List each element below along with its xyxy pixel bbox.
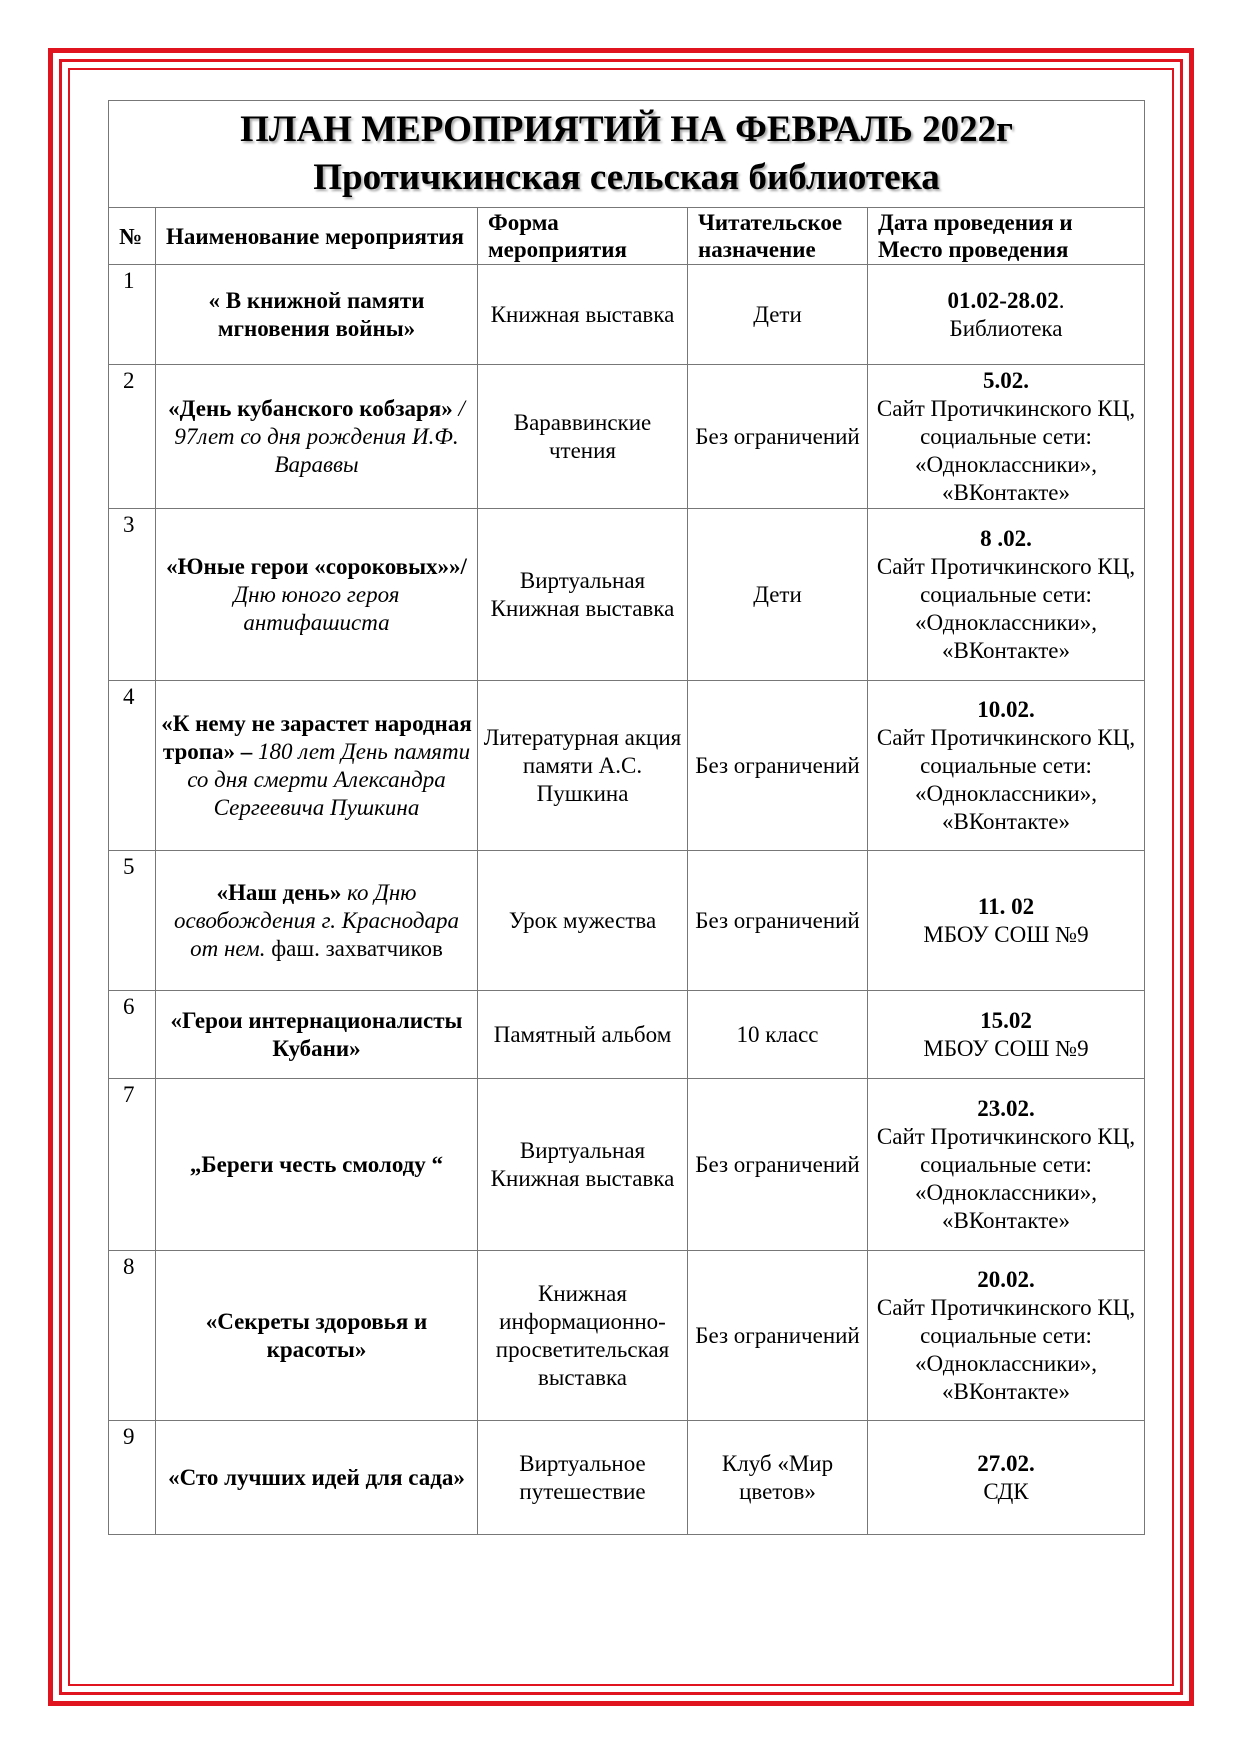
event-name-cell [156,991,478,1079]
event-audience: Клуб «Мир цветов» [688,1421,868,1535]
table-row [109,509,1145,681]
event-audience: Без ограничений [688,851,868,991]
page-title: ПЛАН МЕРОПРИЯТИЙ НА ФЕВРАЛЬ 2022г [240,109,1013,150]
event-date-place [868,1079,1145,1251]
events-plan-table [108,100,1145,1535]
event-date-place [868,509,1145,681]
event-audience: Дети [688,265,868,365]
event-name-note: ко Дню освобождения г. Краснодара от нем. [173,879,460,961]
table-row [109,681,1145,851]
table-row [109,265,1145,365]
header-form: Форма мероприятия [478,208,688,265]
event-date: 23.02. [977,1095,1035,1121]
event-date-place [868,1421,1145,1535]
event-date-place [868,991,1145,1079]
library-name: Протичкинская сельская библиотека [313,157,940,198]
event-name: «Герои интернационалисты Кубани» [170,1007,463,1061]
event-date: 01.02-28.02 [947,287,1059,313]
event-place: МБОУ СОШ №9 [923,1035,1089,1061]
row-number: 2 [109,365,156,509]
event-name-cell [156,1079,478,1251]
event-date: 8 .02. [980,525,1032,551]
table-row [109,851,1145,991]
header-audience: Читательское назначение [688,208,868,265]
event-form: Вараввинские чтения [478,365,688,509]
event-name-cell [156,509,478,681]
event-place: Сайт Протичкинского КЦ, социальные сети: «Одноклассники», «ВКонтакте» [876,1123,1136,1233]
table-row [109,991,1145,1079]
event-audience: Без ограничений [688,1251,868,1421]
table-header-row [109,208,1145,265]
header-num: № [109,208,156,265]
event-date-place [868,1251,1145,1421]
event-place: СДК [983,1478,1029,1504]
event-form: Книжная информационно-просветительская выставка [478,1251,688,1421]
row-number: 6 [109,991,156,1079]
table-row [109,365,1145,509]
event-form: Урок мужества [478,851,688,991]
event-form: Литературная акция памяти А.С. Пушкина [478,681,688,851]
event-name-note: Дню юного героя антифашиста [233,581,400,635]
event-form: Виртуальное путешествие [478,1421,688,1535]
event-name-note: / 97лет со дня рождения И.Ф. Вараввы [174,395,465,477]
event-name: „Береги честь смолоду “ [189,1151,444,1177]
event-place: Сайт Протичкинского КЦ, социальные сети: «Одноклассники», «ВКонтакте» [876,395,1136,505]
event-date: 27.02. [977,1450,1035,1476]
event-name-cell [156,365,478,509]
event-name-cell [156,265,478,365]
event-place: Сайт Протичкинского КЦ, социальные сети: «Одноклассники», «ВКонтакте» [876,1294,1136,1404]
event-name: «К нему не зарастет народная тропа» – [161,710,472,764]
header-date-place: Дата проведения и Место проведения [868,208,1145,265]
event-audience: Без ограничений [688,365,868,509]
event-name-tail: фаш. захватчиков [265,935,443,961]
event-name: «Секреты здоровья и красоты» [205,1308,428,1362]
event-date: 10.02. [977,696,1035,722]
event-name-note: 180 лет День памяти со дня смерти Александра Сергеевича Пушкина [187,738,471,820]
event-audience: 10 класс [688,991,868,1079]
event-place: Сайт Протичкинского КЦ, социальные сети: «Одноклассники», «ВКонтакте» [876,553,1136,663]
event-form: Памятный альбом [478,991,688,1079]
title-cell [109,101,1145,208]
event-audience: Дети [688,509,868,681]
row-number: 5 [109,851,156,991]
row-number: 9 [109,1421,156,1535]
row-number: 8 [109,1251,156,1421]
event-date: 11. 02 [977,893,1035,919]
event-name: «Юные герои «сороковых»»/ [166,553,467,579]
header-name: Наименование мероприятия [156,208,478,265]
event-audience: Без ограничений [688,1079,868,1251]
event-date-place [868,681,1145,851]
event-place: Сайт Протичкинского КЦ, социальные сети: «Одноклассники», «ВКонтакте» [876,724,1136,834]
table-row [109,1421,1145,1535]
table-row [109,1079,1145,1251]
event-name: «Сто лучших идей для сада» [168,1464,465,1490]
event-name: «Наш день» [216,879,342,905]
event-date-place [868,265,1145,365]
event-date: 5.02. [983,367,1029,393]
event-name-cell [156,1421,478,1535]
title-row [109,101,1145,208]
row-number: 4 [109,681,156,851]
row-number: 1 [109,265,156,365]
row-number: 7 [109,1079,156,1251]
event-form: Виртуальная Книжная выставка [478,1079,688,1251]
table-row [109,1251,1145,1421]
event-name-cell [156,1251,478,1421]
event-date: 15.02 [980,1007,1032,1033]
event-name: « В книжной памяти мгновения войны» [208,287,425,341]
event-date: 20.02. [977,1266,1035,1292]
event-place: Библиотека [949,315,1063,341]
event-form: Книжная выставка [478,265,688,365]
event-form: Виртуальная Книжная выставка [478,509,688,681]
event-name-cell [156,851,478,991]
event-name-cell [156,681,478,851]
event-place: МБОУ СОШ №9 [923,921,1089,947]
event-date-place [868,851,1145,991]
row-number: 3 [109,509,156,681]
event-audience: Без ограничений [688,681,868,851]
event-date-suffix: . [1058,287,1065,313]
event-name: «День кубанского кобзаря» [168,395,453,421]
event-date-place [868,365,1145,509]
